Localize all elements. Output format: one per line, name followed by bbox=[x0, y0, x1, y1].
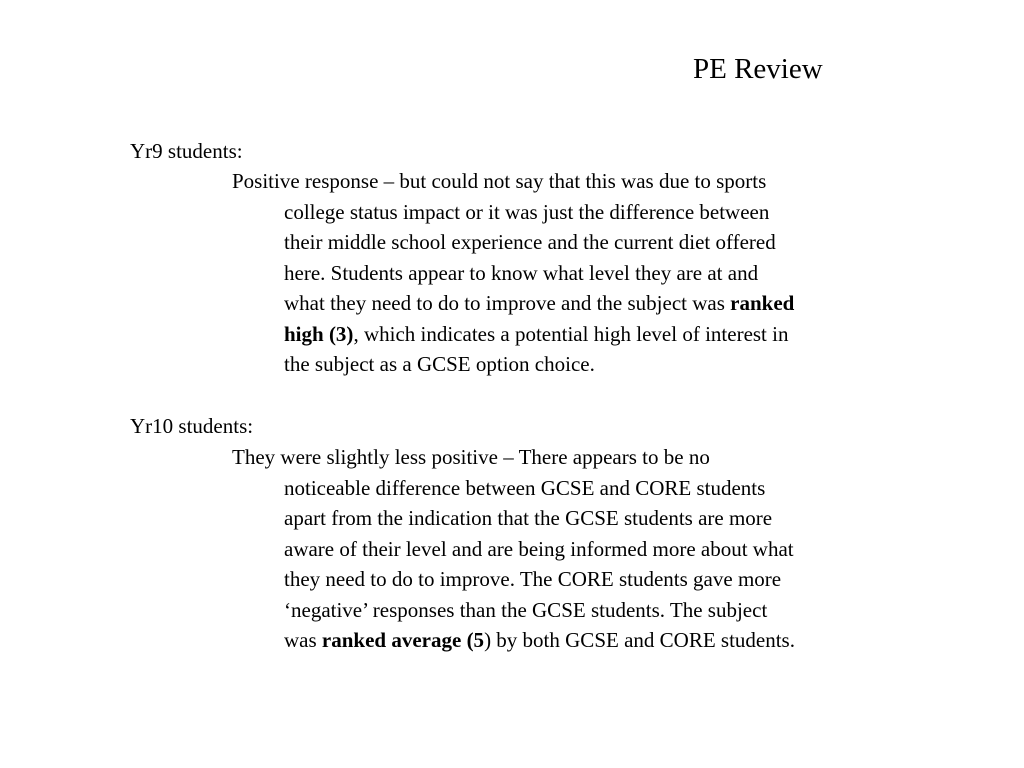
yr9-line-1: Positive response – but could not say that this was due to sports bbox=[232, 169, 767, 193]
yr10-line-3: apart from the indication that the GCSE students are more bbox=[284, 506, 773, 530]
yr10-line-1: They were slightly less positive – There appears to be no bbox=[232, 445, 710, 469]
yr9-line-6-text: , which indicates a potential high level of interest in bbox=[353, 321, 789, 346]
yr9-line-4: here. Students appear to know what level they are at and bbox=[284, 260, 759, 285]
yr9-line-7: the subject as a GCSE option choice. bbox=[284, 352, 595, 376]
yr9-rank-value-bold: high (3) bbox=[284, 321, 354, 346]
yr9-line-6 bbox=[232, 319, 922, 350]
yr9-heading: Yr9 students: bbox=[130, 139, 243, 163]
yr9-paragraph bbox=[232, 166, 922, 380]
yr10-ranked-average-bold: ranked average (5 bbox=[321, 628, 485, 652]
yr10-line-7 bbox=[232, 625, 922, 656]
yr10-line-5: they need to do to improve. The CORE students gave more bbox=[284, 567, 782, 591]
yr10-line-7-pre: was bbox=[284, 628, 322, 652]
yr9-ranked-bold: ranked bbox=[730, 291, 795, 315]
yr10-paragraph bbox=[232, 442, 922, 656]
yr9-line-3: their middle school experience and the current diet offered bbox=[284, 230, 776, 254]
yr9-line-5-text: what they need to do to improve and the subject was bbox=[284, 291, 731, 315]
yr10-heading: Yr10 students: bbox=[130, 414, 254, 438]
yr10-line-4: aware of their level and are being informed more about what bbox=[284, 536, 794, 561]
yr9-line-2: college status impact or it was just the difference between bbox=[284, 199, 770, 224]
yr10-line-6: ‘negative’ responses than the GCSE students. The subject bbox=[284, 597, 768, 622]
yr10-line-2: noticeable difference between GCSE and CORE students bbox=[284, 475, 766, 500]
yr9-line-5 bbox=[232, 288, 922, 319]
yr10-line-7-post: ) by both GCSE and CORE students. bbox=[484, 628, 795, 652]
slide-title: PE Review bbox=[693, 53, 823, 85]
